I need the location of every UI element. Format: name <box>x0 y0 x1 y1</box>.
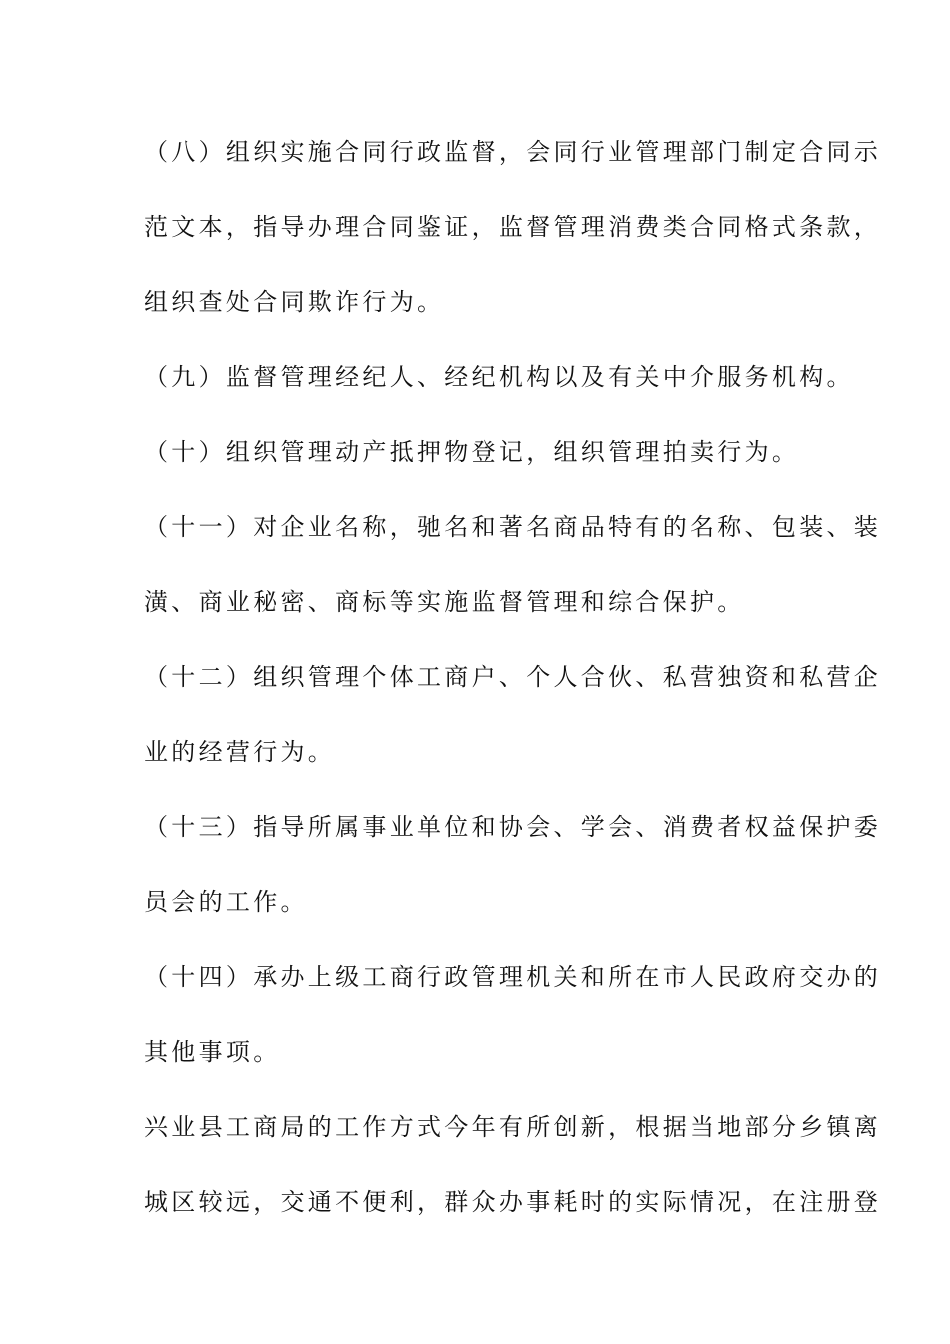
text-line: 员会的工作。 <box>144 888 308 916</box>
text-line: （十）组织管理动产抵押物登记，组织管理拍卖行为。 <box>144 438 800 466</box>
text-line: （十一）对企业名称，驰名和著名商品特有的名称、包装、装 <box>144 513 882 541</box>
text-line: （九）监督管理经纪人、经纪机构以及有关中介服务机构。 <box>144 363 854 391</box>
text-line: （十二）组织管理个体工商户、个人合伙、私营独资和私营企 <box>144 663 882 691</box>
text-line: （十三）指导所属事业单位和协会、学会、消费者权益保护委 <box>144 813 882 841</box>
text-line: 城区较远，交通不便利，群众办事耗时的实际情况，在注册登 <box>144 1188 882 1216</box>
text-line: 组织查处合同欺诈行为。 <box>144 288 445 316</box>
text-line: 其他事项。 <box>144 1038 281 1066</box>
text-line: 范文本，指导办理合同鉴证，监督管理消费类合同格式条款， <box>144 213 882 241</box>
text-line: 兴业县工商局的工作方式今年有所创新，根据当地部分乡镇离 <box>144 1113 882 1141</box>
text-line: （八）组织实施合同行政监督，会同行业管理部门制定合同示 <box>144 138 882 166</box>
text-line: 业的经营行为。 <box>144 738 336 766</box>
text-line: （十四）承办上级工商行政管理机关和所在市人民政府交办的 <box>144 963 882 991</box>
text-line: 潢、商业秘密、商标等实施监督管理和综合保护。 <box>144 588 745 616</box>
